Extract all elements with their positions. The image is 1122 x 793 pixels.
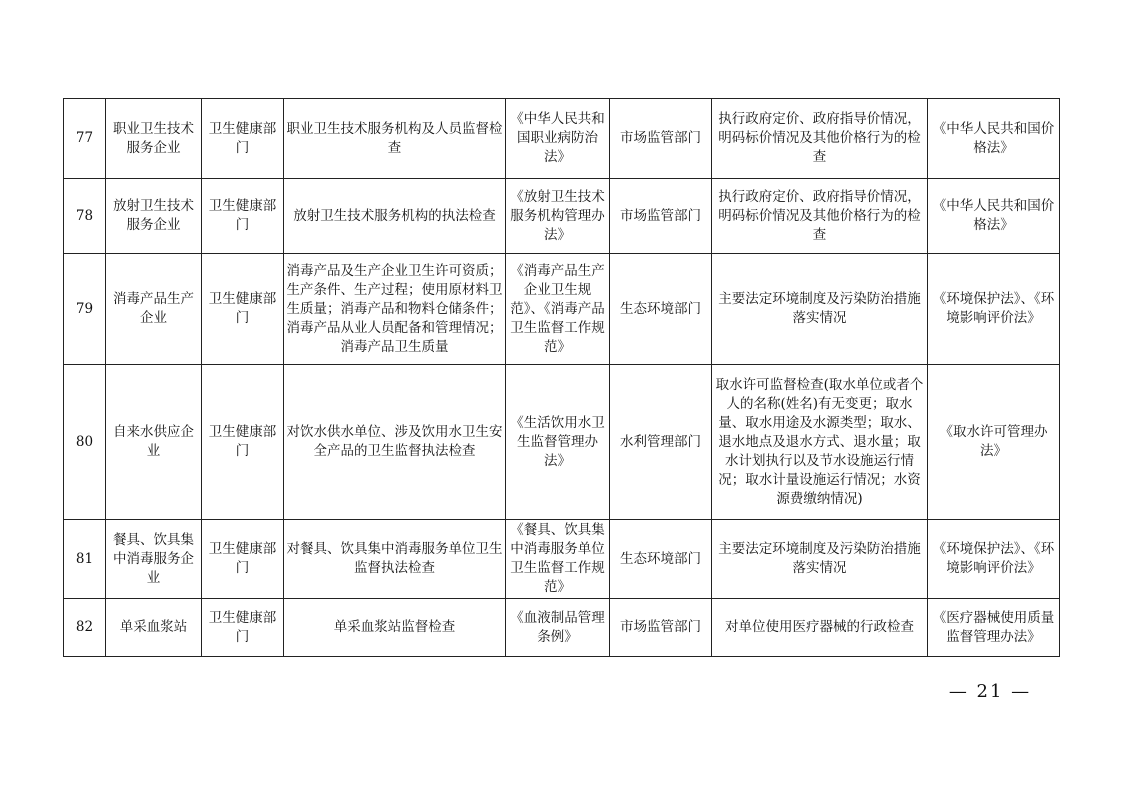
inspection-item: 放射卫生技术服务机构的执法检查 [284,179,506,254]
joint-legal-basis: 《环境保护法》、《环境影响评价法》 [928,520,1060,599]
table-row [64,179,1060,254]
page-number: — 21 — [948,681,1032,702]
joint-department: 市场监管部门 [610,99,712,179]
department: 卫生健康部门 [202,254,284,365]
table-row [64,99,1060,179]
department: 卫生健康部门 [202,179,284,254]
department: 卫生健康部门 [202,99,284,179]
joint-legal-basis: 《环境保护法》、《环境影响评价法》 [928,254,1060,365]
joint-department: 市场监管部门 [610,599,712,657]
inspection-item: 对餐具、饮具集中消毒服务单位卫生监督执法检查 [284,520,506,599]
legal-basis: 《餐具、饮具集中消毒服务单位卫生监督工作规范》 [506,520,610,599]
joint-legal-basis: 《取水许可管理办法》 [928,365,1060,520]
inspection-target: 单采血浆站 [106,599,202,657]
table-row [64,520,1060,599]
table-row [64,365,1060,520]
joint-inspection-item: 取水许可监督检查(取水单位或者个人的名称(姓名)有无变更；取水量、取水用途及水源类型；取水、退水地点及退水方式、退水量；取水计划执行以及节水设施运行情况；取水计量设施运行情况；水资源费缴纳情况) [712,365,928,520]
legal-basis: 《消毒产品生产企业卫生规范》、《消毒产品卫生监督工作规范》 [506,254,610,365]
inspection-item: 对饮水供水单位、涉及饮用水卫生安全产品的卫生监督执法检查 [284,365,506,520]
regulation-table [63,98,1060,657]
table-row [64,599,1060,657]
row-number: 79 [64,254,106,365]
joint-inspection-item: 对单位使用医疗器械的行政检查 [712,599,928,657]
joint-department: 市场监管部门 [610,179,712,254]
row-number: 77 [64,99,106,179]
department: 卫生健康部门 [202,599,284,657]
joint-legal-basis: 《医疗器械使用质量监督管理办法》 [928,599,1060,657]
inspection-target: 餐具、饮具集中消毒服务企业 [106,520,202,599]
joint-inspection-item: 执行政府定价、政府指导价情况，明码标价情况及其他价格行为的检查 [712,99,928,179]
department: 卫生健康部门 [202,365,284,520]
joint-department: 生态环境部门 [610,254,712,365]
row-number: 78 [64,179,106,254]
joint-department: 水利管理部门 [610,365,712,520]
inspection-target: 放射卫生技术服务企业 [106,179,202,254]
legal-basis: 《血液制品管理条例》 [506,599,610,657]
legal-basis: 《中华人民共和国职业病防治法》 [506,99,610,179]
joint-legal-basis: 《中华人民共和国价格法》 [928,99,1060,179]
row-number: 81 [64,520,106,599]
inspection-item: 消毒产品及生产企业卫生许可资质；生产条件、生产过程；使用原材料卫生质量；消毒产品和物料仓储条件；消毒产品从业人员配备和管理情况；消毒产品卫生质量 [284,254,506,365]
inspection-target: 职业卫生技术服务企业 [106,99,202,179]
inspection-item: 单采血浆站监督检查 [284,599,506,657]
legal-basis: 《放射卫生技术服务机构管理办法》 [506,179,610,254]
joint-inspection-item: 主要法定环境制度及污染防治措施落实情况 [712,254,928,365]
row-number: 82 [64,599,106,657]
inspection-item: 职业卫生技术服务机构及人员监督检查 [284,99,506,179]
inspection-target: 消毒产品生产企业 [106,254,202,365]
joint-inspection-item: 执行政府定价、政府指导价情况，明码标价情况及其他价格行为的检查 [712,179,928,254]
department: 卫生健康部门 [202,520,284,599]
table-row [64,254,1060,365]
inspection-target: 自来水供应企业 [106,365,202,520]
joint-department: 生态环境部门 [610,520,712,599]
row-number: 80 [64,365,106,520]
joint-inspection-item: 主要法定环境制度及污染防治措施落实情况 [712,520,928,599]
legal-basis: 《生活饮用水卫生监督管理办法》 [506,365,610,520]
joint-legal-basis: 《中华人民共和国价格法》 [928,179,1060,254]
